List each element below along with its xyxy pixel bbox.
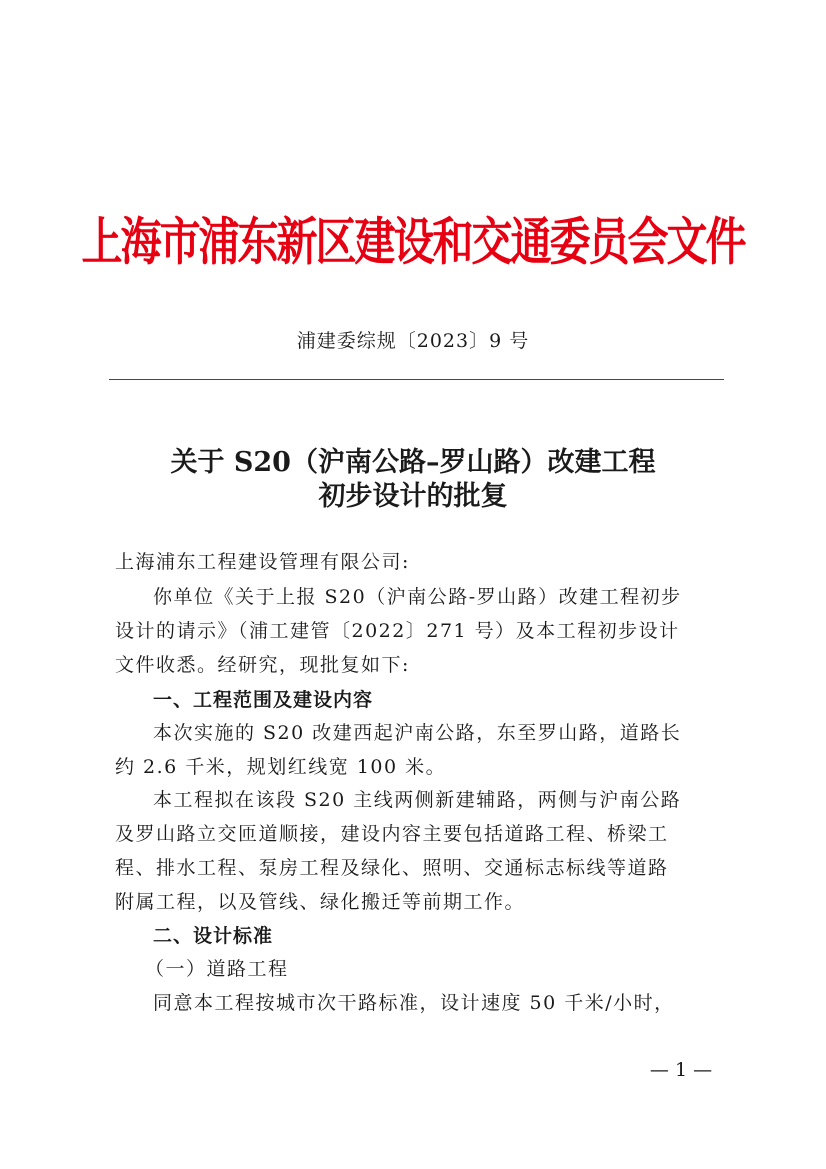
paragraph-line: 本次实施的 S20 改建西起沪南公路，东至罗山路，道路长 (153, 722, 682, 744)
paragraph-line: 程、排水工程、泵房工程及绿化、照明、交通标志标线等道路 (115, 857, 669, 879)
document-title-line-1: 关于 S20（沪南公路–罗山路）改建工程 (170, 447, 656, 478)
page-number: — 1 — (649, 1059, 713, 1081)
issuing-authority-title: 上海市浦东新区建设和交通委员会文件 (81, 212, 745, 272)
red-divider-line (109, 379, 724, 380)
paragraph-line: 文件收悉。经研究，现批复如下: (115, 654, 410, 676)
subsection-heading-road-works: （一）道路工程 (145, 958, 289, 980)
paragraph-line: 同意本工程按城市次干路标准，设计速度 50 千米/小时， (153, 992, 675, 1014)
paragraph-line: 本工程拟在该段 S20 主线两侧新建辅路，两侧与沪南公路 (153, 789, 682, 811)
paragraph-line: 设计的请示》（浦工建管〔2022〕271 号）及本工程初步设计 (115, 620, 680, 642)
paragraph-line: 约 2.6 千米，规划红线宽 100 米。 (115, 756, 447, 778)
paragraph-line: 你单位《关于上报 S20（沪南公路-罗山路）改建工程初步 (153, 586, 682, 608)
document-number: 浦建委综规〔2023〕9 号 (296, 330, 530, 352)
document-title-line-2: 初步设计的批复 (318, 481, 508, 512)
addressee: 上海浦东工程建设管理有限公司: (115, 551, 410, 573)
section-heading-design-standards: 二、设计标准 (153, 925, 274, 947)
paragraph-line: 及罗山路立交匝道顺接，建设内容主要包括道路工程、桥梁工 (115, 823, 669, 845)
section-heading-scope: 一、工程范围及建设内容 (153, 689, 374, 711)
paragraph-line: 附属工程，以及管线、绿化搬迁等前期工作。 (115, 891, 526, 913)
